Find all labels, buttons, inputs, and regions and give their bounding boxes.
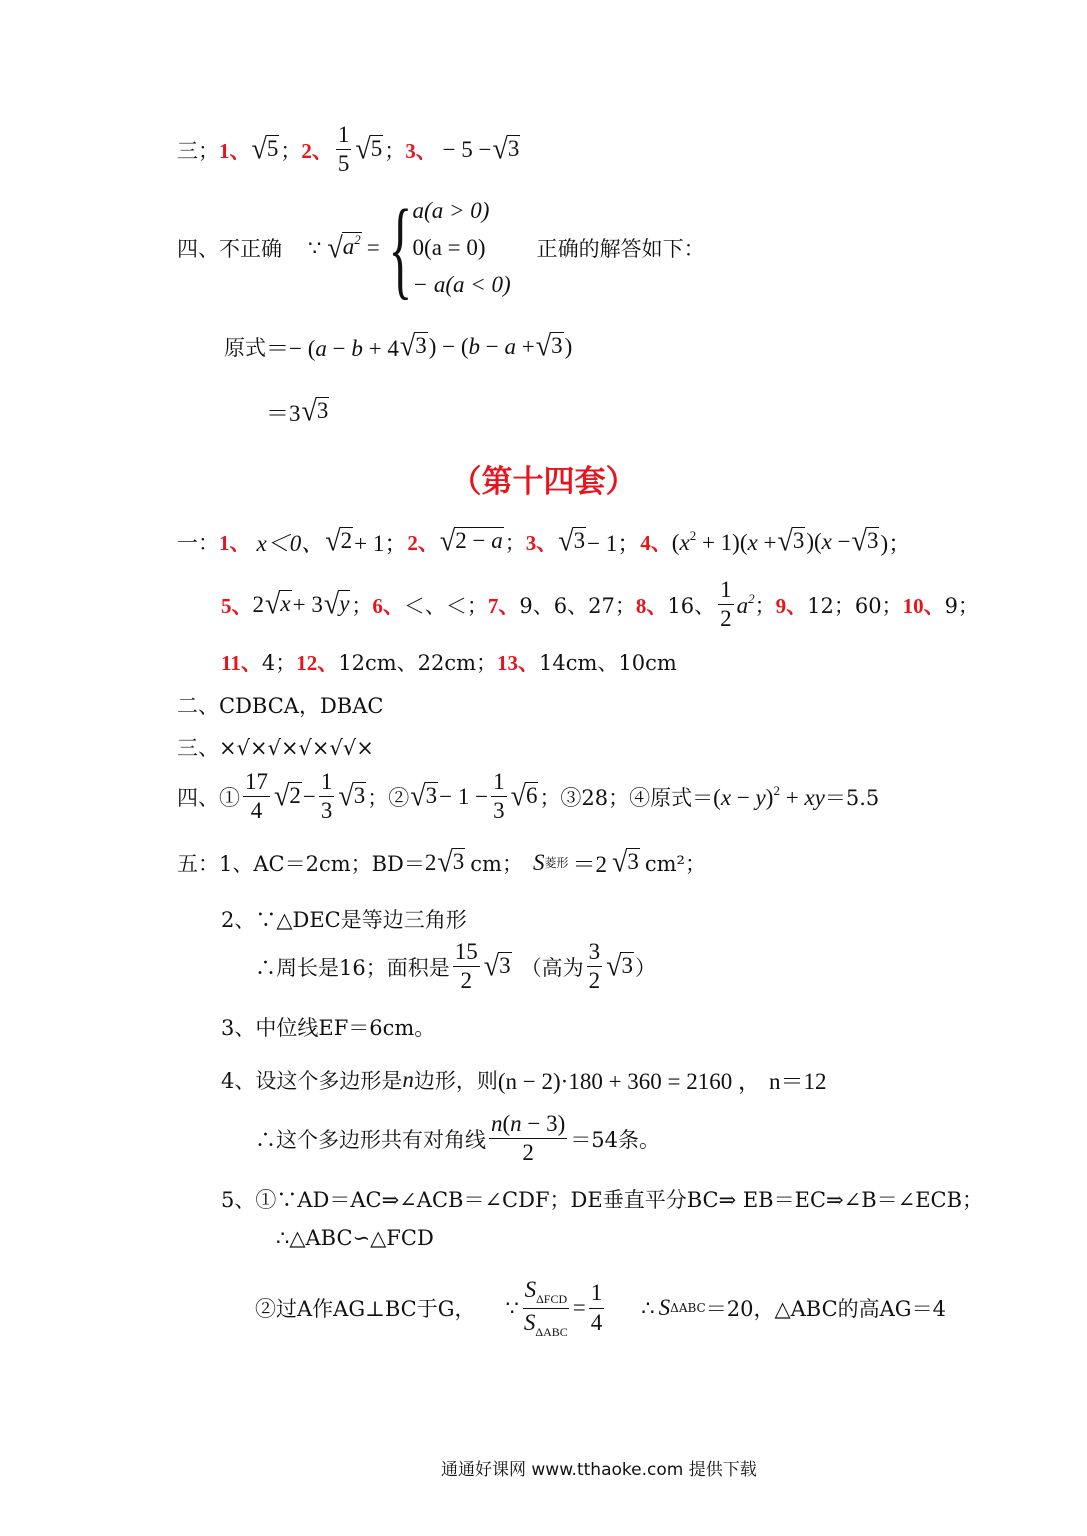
part5-q4b: ∴这个多边形共有对角线 $\frac{n(n - 3)}{2}$ ＝54条。 — [255, 1111, 661, 1166]
item-number: 3、 — [525, 530, 558, 555]
item-number: 2、 — [301, 138, 333, 163]
item-number: 5、 — [221, 593, 253, 618]
part1-row3: 11、 4； 12、 12cm、22cm； 13、 14cm、10cm — [221, 647, 677, 677]
original-expression: 原式 ＝− (a − b + 4 √ 3 ) − (b − a + √ 3 ) — [224, 330, 573, 363]
section-label: 三； — [177, 138, 219, 163]
item-number: 10、 — [902, 593, 945, 618]
part4: 四、① $\frac{17}{4}$ √ 2 − $\frac{1}{3}$ √ 3 ；② √ 3 − 1 − $\frac{1}{3}$ √ 6 ；③28；④原式＝ $(x - y)^2$ + xy ＝5.5 — [177, 769, 880, 824]
item-number: 4、 — [640, 530, 672, 555]
part5-q5a: 5、①∵AD＝AC⇒∠ACB＝∠CDF；DE垂直平分BC⇒ EB＝EC⇒∠B＝∠ECB； — [221, 1188, 984, 1212]
case-line: a(a > 0) — [412, 198, 490, 223]
part5-q5b: ∴△ABC∽△FCD — [276, 1226, 434, 1250]
result-line: ＝3 √ 3 — [266, 395, 329, 428]
fraction: $\frac{1}{5}$ — [337, 122, 350, 177]
sqrt-expr: √ 5 — [355, 133, 383, 167]
sqrt-expr: √ 5 — [251, 133, 279, 167]
item-number: 1、 — [219, 530, 251, 555]
part5-q4: 4、设这个多边形是 n 边形，则 (n − 2)·180 + 360 = 2160 ， n＝12 — [221, 1066, 827, 1094]
item-number: 9、 — [775, 593, 808, 618]
part1-row2: 5、 2 √ x + 3 √ y ； 6、 ＜、＜； 7、 9、6、27； 8、 16、 $\frac{1}{2}$ $a^2$ ； 9、 12；60； 10、 9； — [221, 577, 979, 632]
case-line: 0(a = 0) — [412, 235, 486, 260]
item-number: 7、 — [487, 593, 520, 618]
text: ＝3 — [266, 401, 301, 426]
item-number: 11、 — [221, 651, 262, 675]
item-number: 12、 — [296, 651, 339, 675]
because-symbol: ∵ — [308, 235, 322, 260]
item-number: 3、 — [405, 138, 437, 163]
item-number: 13、 — [497, 651, 540, 675]
part3: 三、×√×√×√×√√× — [177, 736, 374, 760]
case-brace: { — [388, 186, 413, 309]
part5-q1: 五：1、AC＝2cm；BD＝ 2 √ 3 cm； S 菱形 ＝2 √ 3 cm²； — [177, 846, 706, 879]
part5-q5c: ②过A作AG⊥BC于G， ∵ $\frac{S_{\Delta FCD}}{S_{\Delta ABC}}$ = $\frac{1}{4}$ ∴ S ΔABC ＝20，△ABC的高AG＝4 — [255, 1277, 946, 1339]
text: 原式 — [224, 335, 266, 360]
part1-row1: 一： 1、 x＜0、 √ 2 + 1； 2、 √ 2 − a ； 3、 √ 3 − 1； 4、 $(x^2 + 1)(x$ + √ 3 )(x − √ 3 )； — [177, 525, 912, 558]
answer-row-3: 三； 1、 √ 5 ； 2、 $\frac{1}{5}$ √ 5 ； 3、 − 5 − √ 3 — [177, 122, 520, 177]
section-label: 四、不正确 — [177, 236, 282, 261]
part5-q3: 3、中位线EF＝6cm。 — [221, 1016, 436, 1040]
sqrt-expr: √ 3 — [492, 133, 520, 167]
footer: 通通好课网 www.tthaoke.com 提供下载 — [441, 1460, 757, 1480]
answer-row-4: 四、不正确 ∵ √ $a^2$ = { a(a > 0) 0(a = 0) − a(a < 0) 正确的解答如下： — [177, 186, 705, 309]
item-number: 6、 — [372, 593, 404, 618]
set-title: （第十四套） — [450, 464, 637, 500]
sqrt-expr: √ $a^2$ — [327, 231, 361, 265]
text: 正确的解答如下： — [536, 236, 705, 261]
piecewise-cases — [413, 192, 511, 303]
case-line: − a(a < 0) — [412, 272, 511, 297]
item-number: 1、 — [219, 138, 251, 163]
part5-q2b: ∴周长是16；面积是 $\frac{15}{2}$ √ 3 （高为 $\frac{3}{2}$ √ 3 ） — [255, 939, 656, 994]
part2: 二、CDBCA，DBAC — [177, 694, 384, 718]
part5-q2a: 2、∵△DEC是等边三角形 — [221, 908, 467, 932]
item-number: 8、 — [635, 593, 668, 618]
item-number: 2、 — [407, 530, 439, 555]
